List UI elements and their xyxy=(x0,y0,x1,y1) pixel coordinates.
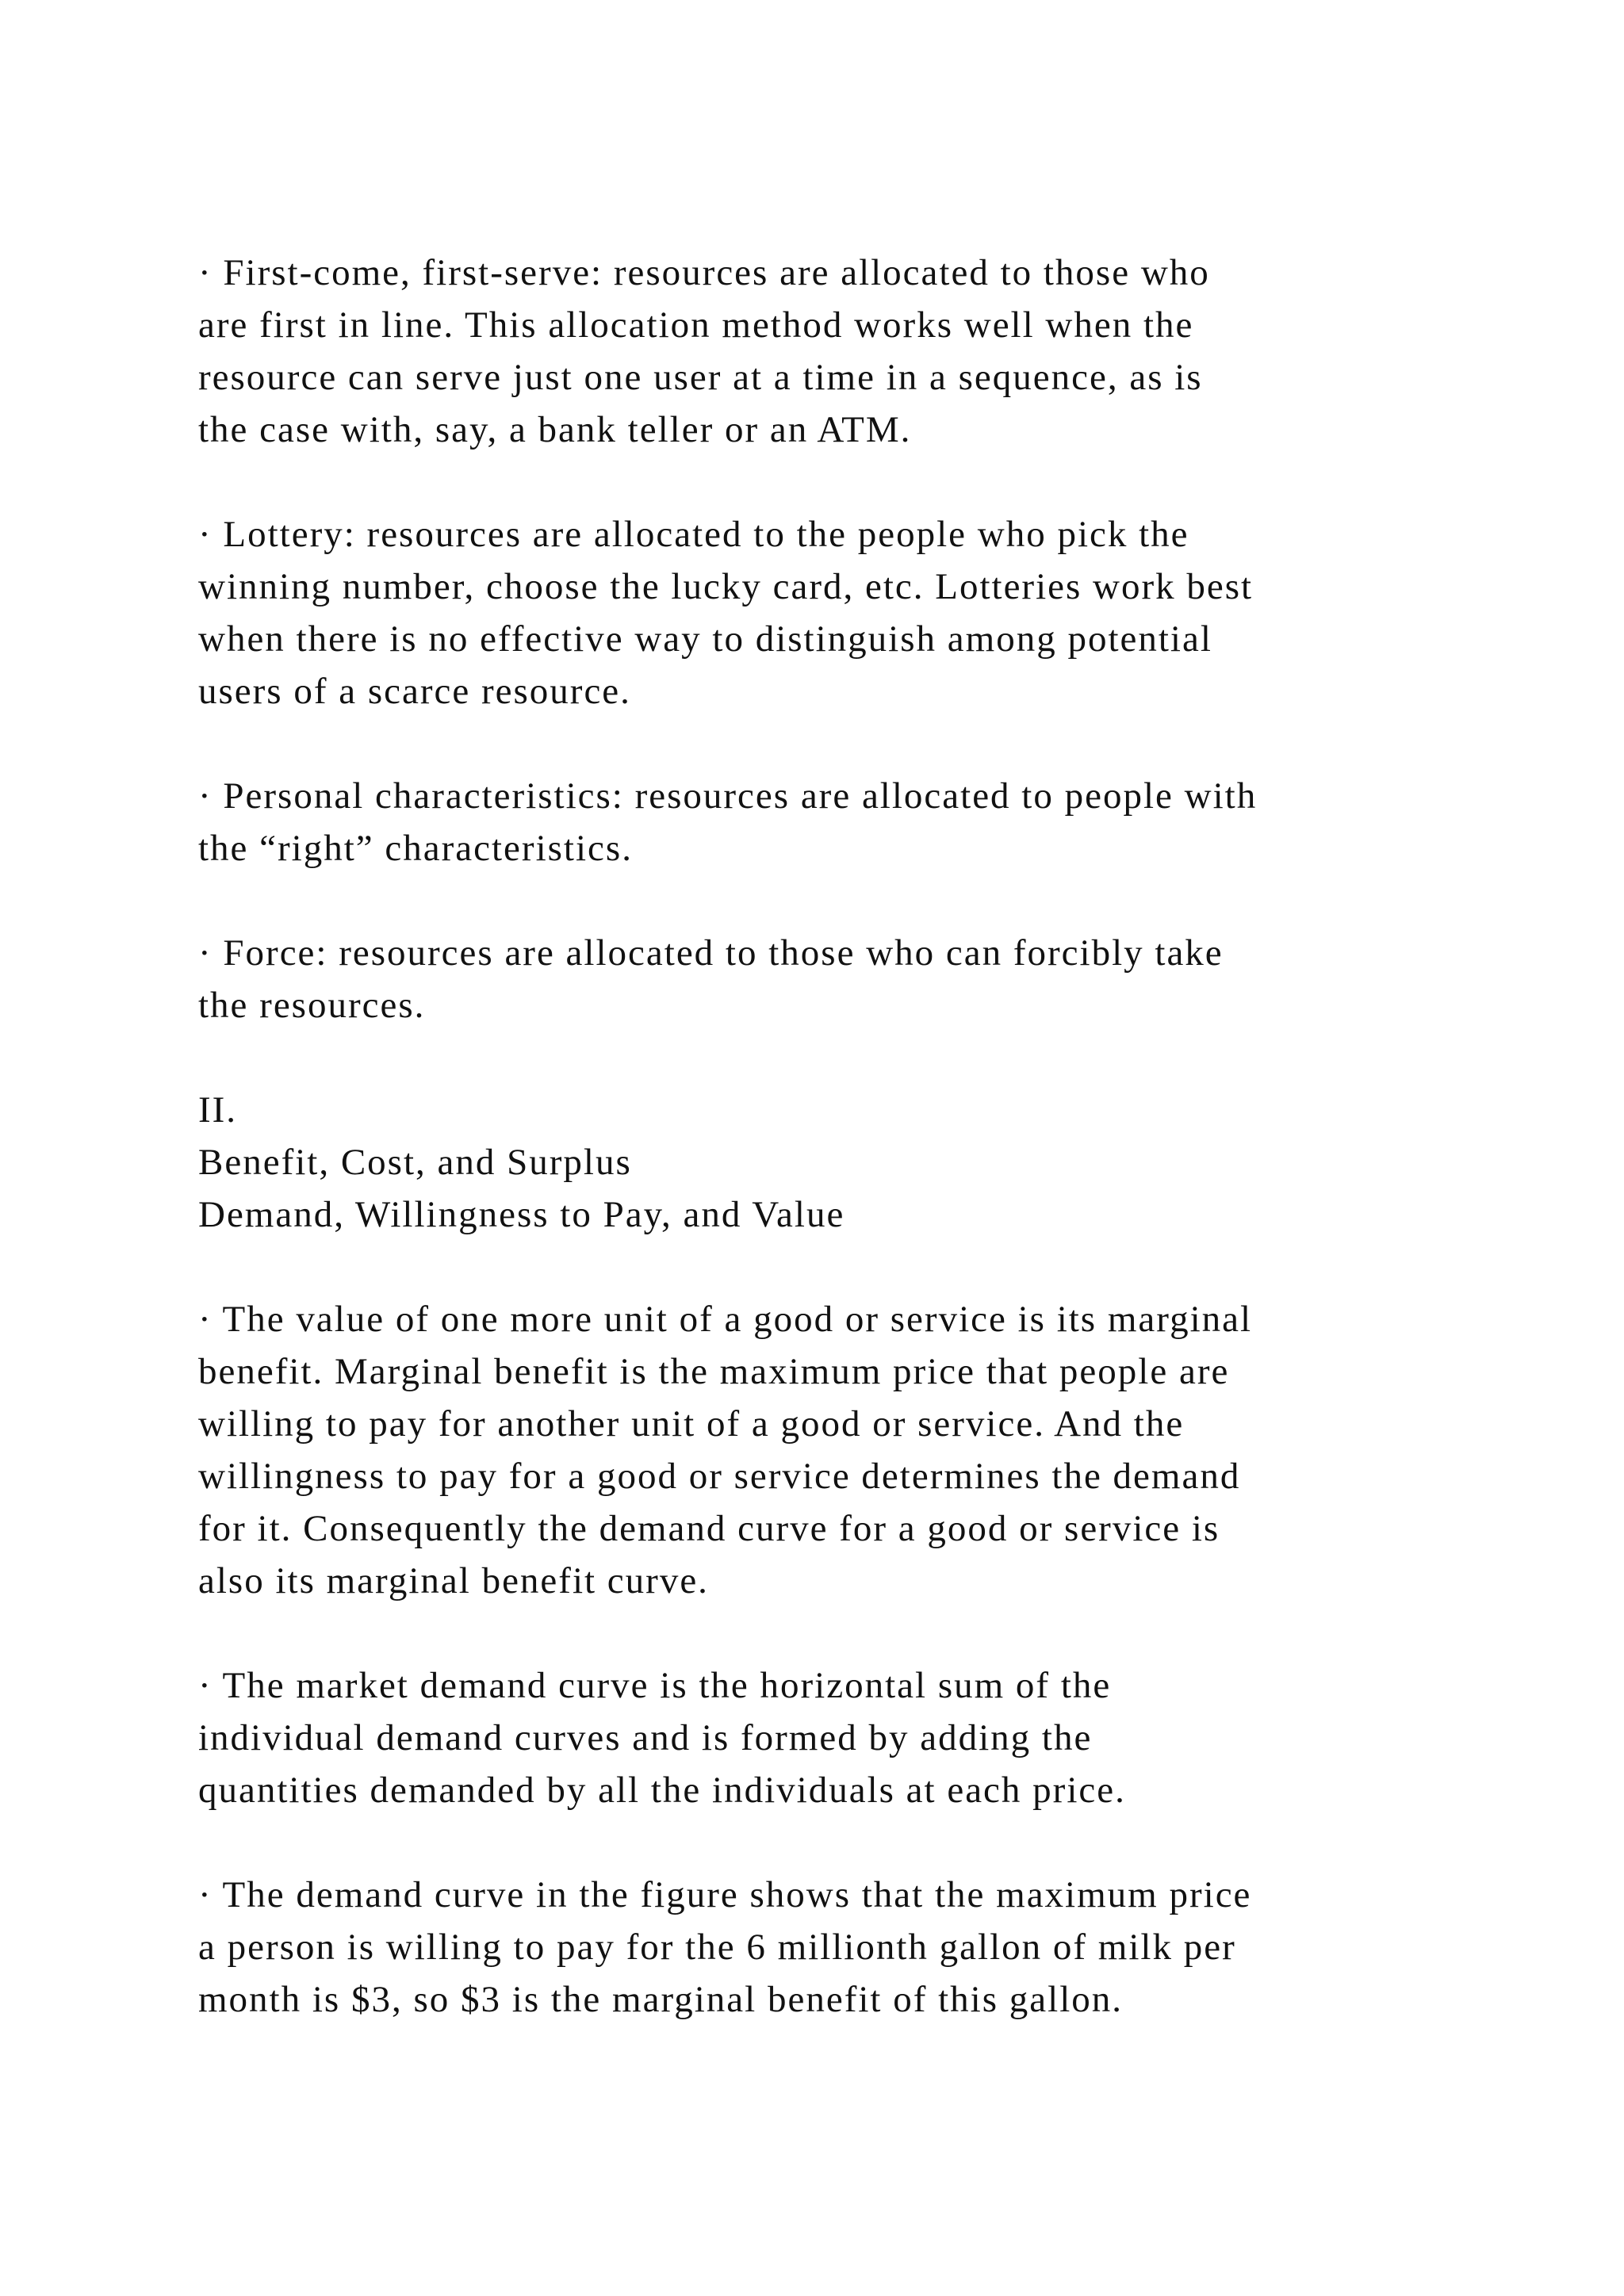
paragraph-force xyxy=(198,927,1483,1031)
paragraph-market-demand xyxy=(198,1659,1483,1816)
section-number: II. xyxy=(198,1089,238,1131)
paragraph-spacer xyxy=(198,1031,1483,1084)
text-line: willingness to pay for a good or service determines the demand xyxy=(198,1456,1241,1497)
text-line: willing to pay for another unit of a good or service. And the xyxy=(198,1403,1185,1445)
text-line: · Lottery: resources are allocated to the people who pick the xyxy=(198,514,1189,555)
paragraph-spacer xyxy=(198,1607,1483,1659)
subsection-title: Demand, Willingness to Pay, and Value xyxy=(198,1194,845,1235)
text-line: resource can serve just one user at a time in a sequence, as is xyxy=(198,357,1203,398)
paragraph-personal-characteristics xyxy=(198,770,1483,874)
text-line: a person is willing to pay for the 6 millionth gallon of milk per xyxy=(198,1927,1236,1968)
paragraph-demand-curve-figure xyxy=(198,1869,1483,2026)
text-line: · Force: resources are allocated to those who can forcibly take xyxy=(198,932,1224,974)
paragraph-spacer xyxy=(198,1816,1483,1869)
text-line: month is $3, so $3 is the marginal benefit of this gallon. xyxy=(198,1979,1123,2020)
text-line: quantities demanded by all the individuals at each price. xyxy=(198,1770,1126,1811)
text-line: benefit. Marginal benefit is the maximum price that people are xyxy=(198,1351,1230,1392)
paragraph-spacer xyxy=(198,718,1483,770)
text-line: the resources. xyxy=(198,985,426,1026)
text-line: also its marginal benefit curve. xyxy=(198,1560,709,1601)
text-line: individual demand curves and is formed by adding the xyxy=(198,1717,1093,1758)
text-line: · First-come, first-serve: resources are allocated to those who xyxy=(198,252,1210,293)
text-line: · The demand curve in the figure shows that the maximum price xyxy=(198,1874,1252,1915)
section-title: Benefit, Cost, and Surplus xyxy=(198,1142,632,1183)
paragraph-lottery xyxy=(198,508,1483,718)
section-heading xyxy=(198,1084,1483,1241)
text-line: · Personal characteristics: resources are allocated to people with xyxy=(198,775,1258,817)
text-line: users of a scarce resource. xyxy=(198,671,631,712)
text-line: · The market demand curve is the horizontal sum of the xyxy=(198,1665,1112,1706)
text-line: the “right” characteristics. xyxy=(198,828,633,869)
document-body xyxy=(198,247,1483,2026)
text-line: when there is no effective way to distinguish among potential xyxy=(198,618,1212,660)
paragraph-spacer xyxy=(198,1241,1483,1293)
text-line: are first in line. This allocation method works well when the xyxy=(198,304,1194,346)
text-line: the case with, say, a bank teller or an ATM. xyxy=(198,409,912,450)
text-line: for it. Consequently the demand curve for a good or service is xyxy=(198,1508,1220,1549)
text-line: winning number, choose the lucky card, etc. Lotteries work best xyxy=(198,566,1254,607)
paragraph-first-come xyxy=(198,247,1483,456)
paragraph-spacer xyxy=(198,456,1483,508)
paragraph-spacer xyxy=(198,874,1483,927)
paragraph-marginal-benefit xyxy=(198,1293,1483,1607)
text-line: · The value of one more unit of a good or service is its marginal xyxy=(198,1299,1253,1340)
